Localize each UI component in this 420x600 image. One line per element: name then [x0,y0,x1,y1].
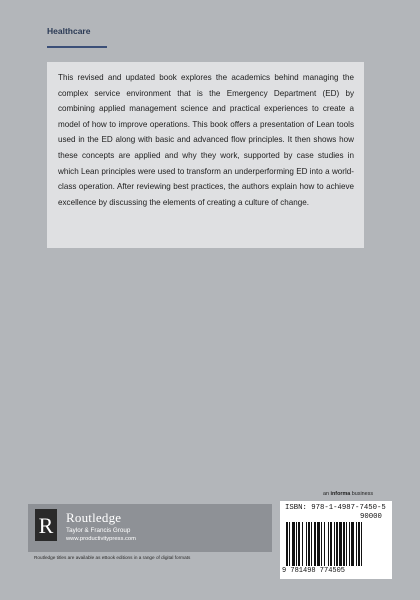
barcode-stripe [308,522,310,566]
barcode-panel [280,501,392,579]
blurb-panel [47,62,364,248]
barcode-stripe [328,522,329,566]
barcode-stripe [306,522,307,566]
category-label: Healthcare [47,26,91,36]
informa-tagline [323,491,373,497]
logo-letter: R [38,513,54,538]
informa-brand: informa [330,491,351,497]
barcode-stripe [298,522,300,566]
barcode-stripe [311,522,312,566]
barcode-stripe [317,522,320,566]
publisher-subline: Taylor & Francis Group [66,527,131,534]
barcode-stripe [356,522,357,566]
barcode-stripe [358,522,360,566]
barcode-stripe [361,522,362,566]
barcode-stripe [296,522,297,566]
ebook-note: Routledge titles are available as eBook editions in a range of digital formats [34,555,191,560]
barcode-stripe [321,522,322,566]
barcode-icon [286,522,386,568]
barcode-stripe [324,522,325,566]
publisher-url: www.productivitypress.com [66,536,136,542]
informa-prefix: an [323,491,331,497]
barcode-stripe [334,522,335,566]
barcode-stripe [292,522,295,566]
barcode-stripe [346,522,347,566]
category-underline [47,46,107,48]
barcode-stripe [302,522,303,566]
routledge-logo-icon [35,509,57,541]
informa-suffix: business [350,491,374,497]
ean-digits: 9 781498 774505 [282,567,346,575]
publisher-name: Routledge [66,510,122,525]
publisher-bar [28,504,272,552]
isbn-text: ISBN: 978-1-4987-7450-5 [285,504,386,512]
barcode-stripe [343,522,345,566]
barcode-stripe [336,522,338,566]
barcode-stripe [330,522,332,566]
blurb-text: This revised and updated book explores the academics behind managing the complex service environment that is the Emergency Department (ED) by combining applied management science and practical experiences to create a model of how to improve operations. This book offers a presentation of Lean tools used in the ED along with basic and advanced flow principles. It then shows how these concepts are applied and why they work, supported by case studies in which Lean principles were used to transform an underperforming ED into a world-class operation. After reviewing best practices, the authors explain how to achieve excellence by discussing the elements of creating a culture of change. [58,73,354,207]
barcode-stripe [289,522,290,566]
barcode-stripe [351,522,354,566]
barcode-stripe [314,522,316,566]
barcode-stripe [339,522,342,566]
price-code: 90000 [360,513,382,521]
barcode-stripe [349,522,350,566]
barcode-stripe [286,522,288,566]
